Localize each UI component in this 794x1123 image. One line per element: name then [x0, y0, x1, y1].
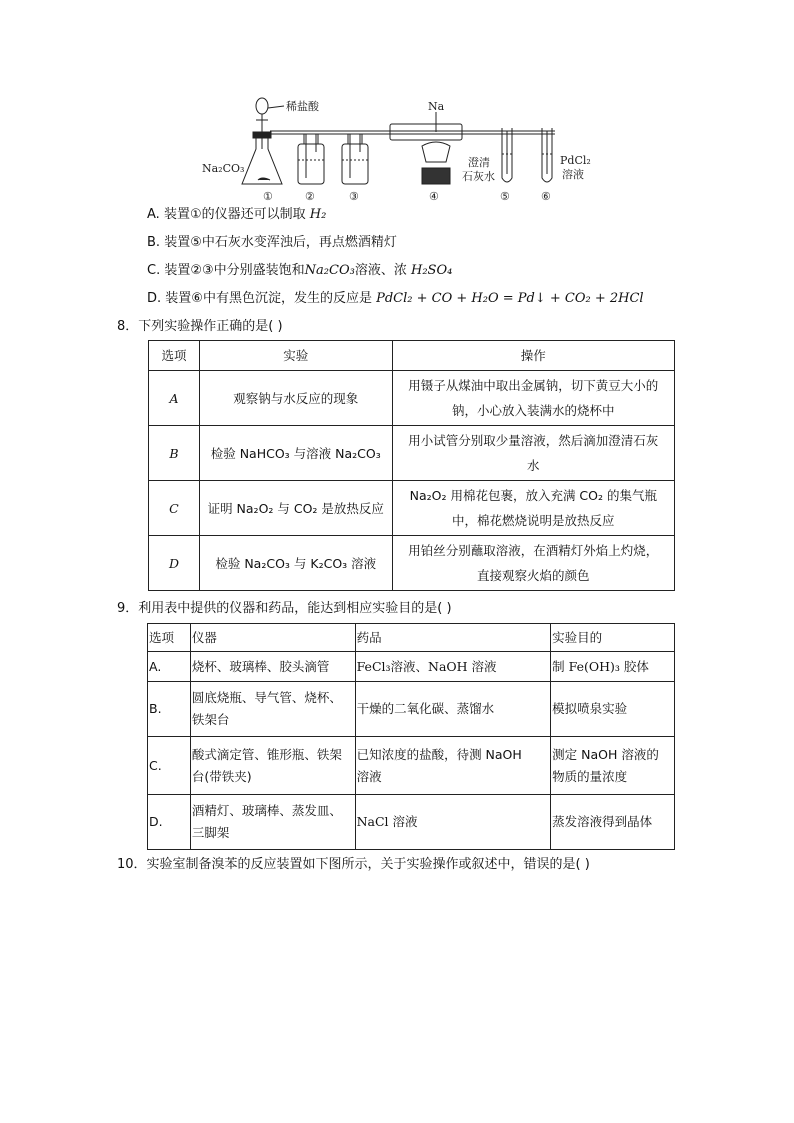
row-reagents: 已知浓度的盐酸，待测 NaOH 溶液 — [355, 737, 551, 795]
row-instruments: 酒精灯、玻璃棒、蒸发皿、 三脚架 — [190, 795, 355, 850]
row-instruments: 酸式滴定管、锥形瓶、铁架 台(带铁夹) — [190, 737, 355, 795]
row-label: D — [149, 536, 200, 591]
q10-stem: 10．实验室制备溴苯的反应装置如下图所示，关于实验操作或叙述中，错误的是( ) — [117, 857, 590, 872]
table-row — [148, 795, 675, 850]
q8-table — [148, 340, 675, 591]
header-operation: 操作 — [392, 341, 674, 371]
header-instruments: 仪器 — [190, 624, 355, 652]
label-na: Na — [428, 100, 445, 113]
q7-option-d: D. 装置⑥中有黑色沉淀，发生的反应是 PdCl₂ + CO + H₂O = Pd↓ + CO₂ + 2HCl — [147, 291, 644, 306]
wash-bottle-2 — [298, 134, 324, 184]
row-reagents: FeCl₃溶液、NaOH 溶液 — [355, 652, 551, 682]
label-pdcl2-solution: 溶液 — [562, 168, 584, 181]
row-label: C — [149, 481, 200, 536]
label-num-5: ⑤ — [500, 190, 510, 203]
label-num-4: ④ — [429, 190, 439, 203]
header-experiment: 实验 — [199, 341, 392, 371]
row-purpose: 蒸发溶液得到晶体 — [551, 795, 675, 850]
test-tube-5 — [502, 128, 512, 182]
row-label: A. — [148, 652, 191, 682]
row-label: C. — [148, 737, 191, 795]
row-experiment: 证明 Na₂O₂ 与 CO₂ 是放热反应 — [199, 481, 392, 536]
label-lime-water-1: 澄清 — [468, 156, 490, 169]
row-label: B. — [148, 682, 191, 737]
apparatus-figure — [200, 94, 600, 204]
table-row — [149, 536, 675, 591]
combustion-tube — [390, 112, 462, 184]
q8-stem: 8．下列实验操作正确的是( ) — [117, 319, 283, 334]
row-label: A — [149, 371, 200, 426]
q7-option-c: C. 装置②③中分别盛装饱和Na₂CO₃溶液、浓 H₂SO₄ — [147, 263, 453, 278]
label-num-1: ① — [263, 190, 273, 203]
table-header-row — [148, 624, 675, 652]
label-dilute-hcl: 稀盐酸 — [286, 100, 319, 113]
q9-stem: 9．利用表中提供的仪器和药品，能达到相应实验目的是( ) — [117, 601, 452, 616]
row-purpose: 模拟喷泉实验 — [551, 682, 675, 737]
row-instruments: 烧杯、玻璃棒、胶头滴管 — [190, 652, 355, 682]
q7-option-a: A. 装置①的仪器还可以制取 H₂ — [147, 207, 327, 222]
header-purpose: 实验目的 — [551, 624, 675, 652]
row-purpose: 测定 NaOH 溶液的 物质的量浓度 — [551, 737, 675, 795]
table-row — [149, 426, 675, 481]
row-label: D. — [148, 795, 191, 850]
table-row — [148, 737, 675, 795]
row-reagents: NaCl 溶液 — [355, 795, 551, 850]
header-option: 选项 — [148, 624, 191, 652]
separatory-funnel — [256, 98, 284, 149]
label-num-6: ⑥ — [541, 190, 551, 203]
q9-table — [147, 623, 675, 850]
row-operation: 用小试管分别取少量溶液，然后滴加澄清石灰 水 — [392, 426, 674, 481]
label-num-2: ② — [305, 190, 315, 203]
test-tube-6 — [542, 128, 552, 182]
table-row — [149, 481, 675, 536]
table-row — [149, 371, 675, 426]
row-experiment: 检验 Na₂CO₃ 与 K₂CO₃ 溶液 — [199, 536, 392, 591]
row-experiment: 检验 NaHCO₃ 与溶液 Na₂CO₃ — [199, 426, 392, 481]
row-label: B — [149, 426, 200, 481]
row-reagents: 干燥的二氧化碳、蒸馏水 — [355, 682, 551, 737]
table-row — [148, 652, 675, 682]
label-num-3: ③ — [349, 190, 359, 203]
wash-bottle-3 — [342, 134, 368, 184]
table-row — [148, 682, 675, 737]
header-reagents: 药品 — [355, 624, 551, 652]
row-operation: 用镊子从煤油中取出金属钠，切下黄豆大小的 钠，小心放入装满水的烧杯中 — [392, 371, 674, 426]
q7-option-b: B. 装置⑤中石灰水变浑浊后，再点燃酒精灯 — [147, 235, 397, 250]
label-pdcl2: PdCl₂ — [560, 154, 591, 167]
row-experiment: 观察钠与水反应的现象 — [199, 371, 392, 426]
row-instruments: 圆底烧瓶、导气管、烧杯、 铁架台 — [190, 682, 355, 737]
label-lime-water-2: 石灰水 — [462, 170, 495, 183]
table-header-row — [149, 341, 675, 371]
label-na2co3: Na₂CO₃ — [202, 162, 245, 175]
header-option: 选项 — [149, 341, 200, 371]
row-operation: 用铂丝分别蘸取溶液，在酒精灯外焰上灼烧， 直接观察火焰的颜色 — [392, 536, 674, 591]
row-operation: Na₂O₂ 用棉花包裹，放入充满 CO₂ 的集气瓶 中，棉花燃烧说明是放热反应 — [392, 481, 674, 536]
row-purpose: 制 Fe(OH)₃ 胶体 — [551, 652, 675, 682]
